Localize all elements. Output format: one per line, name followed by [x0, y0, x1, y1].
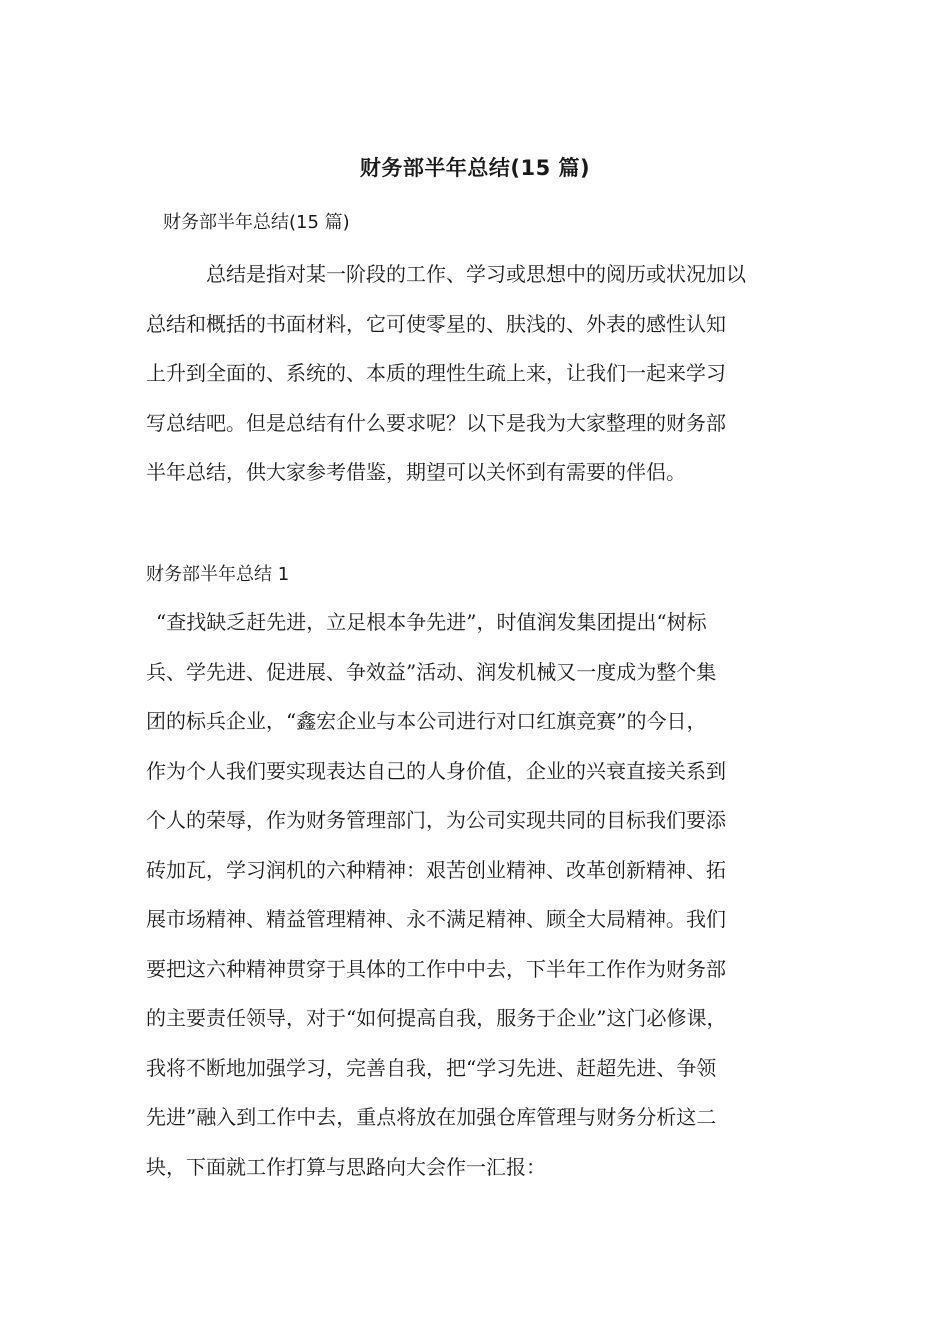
intro-line: 半年总结，供大家参考借鉴，期望可以关怀到有需要的伴侣。: [146, 460, 686, 484]
section1-line: “查找缺乏赶先进，立足根本争先进”，时值润发集团提出“树标: [156, 610, 707, 634]
intro-line: 总结是指对某一阶段的工作、学习或思想中的阅历或状况加以: [206, 262, 746, 286]
section1-paragraph: [146, 598, 826, 1192]
section1-line: 要把这六种精神贯穿于具体的工作中中去，下半年工作作为财务部: [146, 956, 726, 981]
intro-line: 写总结吧。但是总结有什么要求呢？以下是我为大家整理的财务部: [146, 410, 726, 435]
section1-line: 展市场精神、精益管理精神、永不满足精神、顾全大局精神。我们: [146, 907, 726, 931]
section1-line: 块，下面就工作打算与思路向大会作一汇报：: [146, 1154, 546, 1179]
intro-paragraph: [146, 250, 826, 498]
section1-line: 作为个人我们要实现表达自己的人身价值，企业的兴衰直接关系到: [146, 758, 726, 783]
intro-line: 总结和概括的书面材料，它可使零星的、肤浅的、外表的感性认知: [146, 311, 726, 336]
document-subtitle: 财务部半年总结(15 篇): [163, 212, 350, 233]
section1-line: 砖加瓦，学习润机的六种精神：艰苦创业精神、改革创新精神、拓: [146, 857, 726, 882]
section1-line: 团的标兵企业，“鑫宏企业与本公司进行对口红旗竞赛”的今日，: [146, 709, 707, 733]
section1-line: 我将不断地加强学习，完善自我，把“学习先进、赶超先进、争领: [146, 1055, 717, 1080]
intro-line: 上升到全面的、系统的、本质的理性生疏上来，让我们一起来学习: [146, 361, 726, 385]
section1-line: 个人的荣辱，作为财务管理部门，为公司实现共同的目标我们要添: [146, 808, 726, 832]
section1-line: 的主要责任领导，对于“如何提高自我，服务于企业”这门必修课，: [146, 1006, 727, 1030]
section-heading: 财务部半年总结 1: [146, 564, 290, 585]
document-title: 财务部半年总结(15 篇): [359, 156, 591, 180]
section1-line: 先进”融入到工作中去，重点将放在加强仓库管理与财务分析这二: [146, 1105, 717, 1129]
section1-line: 兵、学先进、促进展、争效益”活动、润发机械又一度成为整个集: [146, 659, 717, 684]
